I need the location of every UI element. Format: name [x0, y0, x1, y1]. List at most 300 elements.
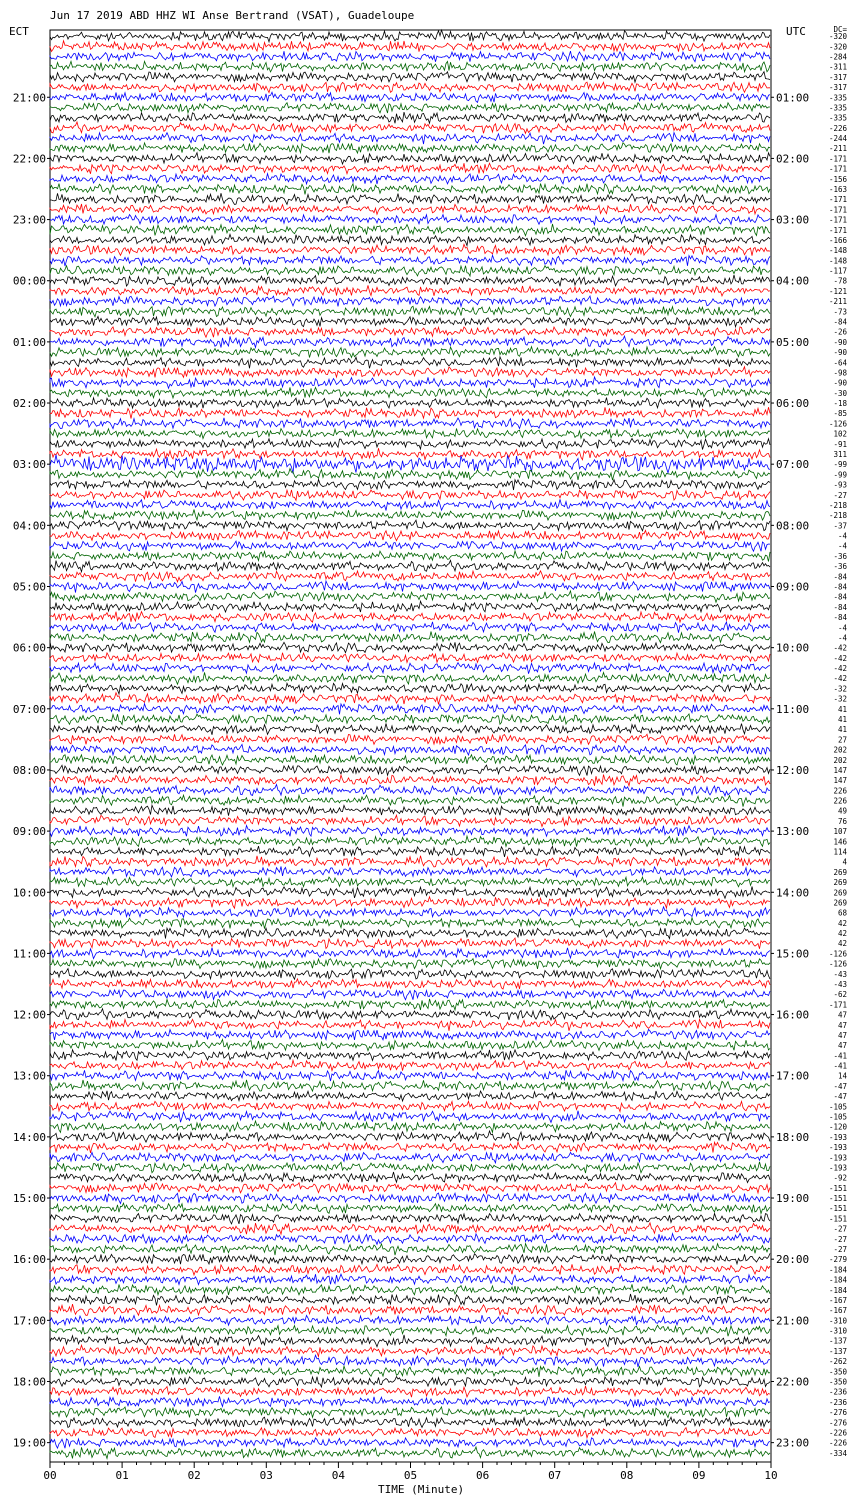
- seismic-trace: [50, 1407, 770, 1418]
- trace-offset-label: -335: [828, 103, 847, 113]
- trace-offset-label: 14: [837, 1071, 847, 1081]
- right-hour-label: 10:00: [776, 641, 810, 655]
- left-hour-label: 12:00: [12, 1008, 46, 1022]
- trace-offset-label: -171: [828, 225, 847, 235]
- seismic-trace: [50, 1366, 770, 1377]
- trace-offset-label: -171: [828, 154, 847, 164]
- seismic-trace: [50, 724, 770, 735]
- right-hour-label: 21:00: [776, 1314, 810, 1328]
- x-tick-label: 07: [548, 1469, 562, 1482]
- seismic-trace: [50, 336, 770, 347]
- x-tick-label: 01: [115, 1469, 129, 1482]
- seismic-trace: [50, 133, 770, 145]
- trace-offset-label: -36: [833, 562, 847, 572]
- x-tick-label: 09: [692, 1469, 706, 1482]
- trace-offset-label: -90: [833, 378, 847, 388]
- trace-offset-label: -317: [828, 83, 847, 93]
- seismic-trace: [50, 398, 770, 409]
- seismic-trace: [50, 1214, 770, 1224]
- seismic-trace: [50, 306, 770, 317]
- trace-offset-label: 202: [833, 745, 847, 755]
- right-hour-label: 17:00: [776, 1069, 810, 1083]
- trace-offset-label: -126: [828, 419, 847, 429]
- trace-offset-label: 102: [833, 429, 847, 439]
- trace-offset-label: -64: [833, 358, 847, 368]
- trace-offset-label: -137: [828, 1346, 847, 1356]
- trace-offset-label: -171: [828, 205, 847, 215]
- left-hour-label: 18:00: [12, 1375, 46, 1389]
- right-hour-label: 01:00: [776, 91, 810, 105]
- trace-offset-label: 269: [833, 898, 847, 908]
- seismic-trace: [50, 1274, 770, 1285]
- trace-offset-label: -244: [828, 134, 847, 143]
- trace-offset-label: -4: [837, 541, 847, 551]
- trace-offset-label: 146: [833, 837, 847, 847]
- seismic-trace: [50, 918, 770, 929]
- trace-offset-label: 269: [833, 888, 847, 898]
- seismic-trace: [50, 928, 770, 939]
- trace-offset-label: -84: [833, 582, 847, 592]
- trace-offset-label: -41: [833, 1051, 847, 1061]
- trace-offset-label: 41: [837, 725, 847, 735]
- trace-offset-label: -262: [828, 1357, 847, 1367]
- seismic-trace: [50, 1203, 770, 1213]
- trace-offset-label: -279: [828, 1255, 847, 1265]
- trace-offset-label: -311: [828, 62, 847, 72]
- trace-offset-label: 41: [837, 704, 847, 714]
- trace-offset-label: 311: [833, 450, 847, 459]
- trace-offset-label: -84: [833, 613, 847, 623]
- right-hour-label: 14:00: [776, 886, 810, 900]
- trace-offset-label: -193: [828, 1132, 847, 1142]
- right-hour-label: 09:00: [776, 580, 810, 594]
- trace-offset-label: 226: [833, 786, 847, 796]
- seismic-trace: [50, 1428, 770, 1438]
- trace-offset-label: -32: [833, 694, 847, 704]
- left-hour-label: 15:00: [12, 1192, 46, 1206]
- trace-offset-label: 147: [833, 776, 847, 786]
- seismic-trace: [50, 1009, 770, 1020]
- seismic-trace: [50, 1131, 770, 1142]
- trace-offset-label: -42: [833, 674, 847, 684]
- left-hour-label: 06:00: [12, 641, 46, 655]
- left-hour-label: 08:00: [12, 763, 46, 777]
- trace-offset-label: -350: [828, 1367, 847, 1377]
- trace-offset-label: -184: [828, 1265, 847, 1275]
- left-hour-label: 05:00: [12, 580, 46, 594]
- right-hour-label: 12:00: [776, 763, 810, 777]
- trace-offset-label: -335: [828, 113, 847, 123]
- seismic-trace: [50, 1183, 770, 1194]
- seismic-trace: [50, 1325, 770, 1336]
- trace-offset-label: -236: [828, 1397, 847, 1407]
- trace-offset-label: 42: [837, 918, 847, 928]
- left-hour-label: 02:00: [12, 397, 46, 411]
- seismic-trace: [50, 1039, 770, 1050]
- seismic-trace: [50, 775, 770, 786]
- seismic-trace: [50, 856, 770, 867]
- seismic-trace: [50, 581, 770, 593]
- x-tick-label: 00: [43, 1469, 57, 1482]
- trace-offset-label: -148: [828, 256, 847, 266]
- seismic-trace: [50, 499, 770, 510]
- seismic-trace: [50, 1417, 770, 1427]
- seismic-trace: [50, 612, 770, 623]
- trace-offset-label: -121: [828, 286, 847, 296]
- right-hour-label: 05:00: [776, 335, 810, 349]
- seismic-trace: [50, 275, 770, 286]
- right-hour-label: 15:00: [776, 947, 810, 961]
- left-hour-label: 21:00: [12, 91, 46, 105]
- seismic-trace: [50, 846, 770, 857]
- trace-offset-label: -317: [828, 72, 847, 82]
- trace-offset-label: -148: [828, 246, 847, 256]
- seismic-trace: [50, 1111, 770, 1123]
- right-hour-label: 20:00: [776, 1253, 810, 1267]
- seismic-trace: [50, 418, 770, 429]
- seismic-trace: [50, 266, 770, 276]
- seismic-trace: [50, 622, 770, 633]
- seismic-trace: [50, 1253, 770, 1264]
- trace-offset-label: -84: [833, 572, 847, 582]
- seismic-trace: [50, 296, 770, 306]
- seismic-trace: [50, 907, 770, 918]
- seismic-trace: [50, 327, 770, 337]
- seismic-trace: [50, 387, 770, 398]
- seismic-trace: [50, 1315, 770, 1325]
- seismic-trace: [50, 193, 770, 204]
- trace-offset-label: -126: [828, 949, 847, 959]
- seismic-trace: [50, 163, 770, 174]
- seismic-trace: [50, 30, 770, 42]
- left-hour-label: 23:00: [12, 213, 46, 227]
- trace-offset-label: 47: [837, 1041, 847, 1051]
- seismic-trace: [50, 112, 770, 123]
- seismic-trace: [50, 938, 770, 949]
- x-tick-label: 03: [259, 1469, 273, 1482]
- trace-offset-label: -42: [833, 643, 847, 653]
- trace-offset-label: -62: [833, 990, 847, 1000]
- seismic-trace: [50, 765, 770, 775]
- trace-offset-label: -193: [828, 1143, 847, 1153]
- seismic-trace: [50, 1264, 770, 1275]
- trace-offset-label: -105: [828, 1112, 847, 1122]
- seismic-trace: [50, 357, 770, 368]
- seismic-trace: [50, 438, 770, 449]
- right-hour-label: 18:00: [776, 1130, 810, 1144]
- trace-offset-label: -320: [828, 32, 847, 42]
- seismic-trace: [50, 1447, 770, 1459]
- trace-offset-label: 269: [833, 867, 847, 877]
- trace-offset-label: -18: [833, 399, 847, 408]
- trace-offset-label: -92: [833, 1173, 847, 1183]
- chart-title: Jun 17 2019 ABD HHZ WI Anse Bertrand (VSAT), Guadeloupe: [50, 9, 415, 22]
- trace-offset-label: -26: [833, 327, 847, 337]
- trace-offset-label: -350: [828, 1377, 847, 1387]
- seismic-trace: [50, 999, 770, 1010]
- trace-offset-label: -73: [833, 307, 847, 317]
- trace-offset-label: -27: [833, 490, 847, 500]
- seismic-trace: [50, 551, 770, 562]
- seismic-trace: [50, 82, 770, 92]
- trace-offset-label: 47: [837, 1010, 847, 1020]
- seismic-trace: [50, 215, 770, 225]
- seismic-trace: [50, 1345, 770, 1356]
- trace-offset-label: -91: [833, 439, 847, 449]
- trace-offset-label: -334: [828, 1448, 847, 1458]
- seismic-trace: [50, 122, 770, 133]
- right-hour-label: 06:00: [776, 397, 810, 411]
- seismic-trace: [50, 1396, 770, 1407]
- seismic-trace: [50, 672, 770, 684]
- seismic-trace: [50, 184, 770, 195]
- seismic-trace: [50, 744, 770, 755]
- right-hour-label: 03:00: [776, 213, 810, 227]
- x-tick-label: 08: [620, 1469, 634, 1482]
- left-hour-label: 01:00: [12, 335, 46, 349]
- seismic-trace: [50, 642, 770, 653]
- seismic-trace: [50, 469, 770, 481]
- left-hour-label: 16:00: [12, 1253, 46, 1267]
- trace-offset-label: 226: [833, 796, 847, 806]
- seismic-trace: [50, 1152, 770, 1162]
- seismic-trace: [50, 61, 770, 72]
- seismic-trace: [50, 285, 770, 296]
- trace-offset-label: -47: [833, 1092, 847, 1102]
- seismic-trace: [50, 1162, 770, 1173]
- left-hour-label: 00:00: [12, 274, 46, 288]
- left-hour-labels: [13, 91, 50, 1449]
- trace-offset-label: -211: [828, 297, 847, 307]
- seismic-trace: [50, 714, 770, 725]
- trace-offset-label: -151: [828, 1194, 847, 1203]
- seismic-trace: [50, 510, 770, 521]
- seismic-trace: [50, 51, 770, 62]
- seismic-trace: [50, 1019, 770, 1030]
- trace-offset-label: -137: [828, 1336, 847, 1346]
- trace-offset-label: -156: [828, 174, 847, 184]
- trace-offset-label: 147: [833, 766, 847, 775]
- trace-offset-label: -32: [833, 684, 847, 694]
- seismic-trace: [50, 520, 770, 531]
- seismic-trace: [50, 244, 770, 255]
- seismic-trace: [50, 867, 770, 877]
- left-hour-label: 09:00: [12, 825, 46, 839]
- trace-offset-label: -171: [828, 195, 847, 205]
- trace-offset-label: -151: [828, 1183, 847, 1193]
- trace-offset-label: -284: [828, 52, 847, 62]
- seismic-trace: [50, 429, 770, 439]
- right-hour-label: 13:00: [776, 825, 810, 839]
- trace-offset-label: 107: [833, 827, 847, 837]
- seismic-trace: [50, 347, 770, 358]
- seismic-trace: [50, 541, 770, 551]
- trace-offset-label: -120: [828, 1122, 847, 1132]
- seismic-trace: [50, 72, 770, 83]
- seismic-trace: [50, 704, 770, 715]
- x-axis: [43, 1462, 777, 1482]
- seismic-trace: [50, 377, 770, 388]
- trace-offset-label: -84: [833, 602, 847, 612]
- trace-offset-label: -218: [828, 501, 847, 510]
- seismic-trace: [50, 1223, 770, 1234]
- seismic-trace: [50, 1050, 770, 1061]
- seismic-trace: [50, 560, 770, 572]
- trace-offset-label: -43: [833, 969, 847, 979]
- seismic-trace: [50, 1193, 770, 1204]
- seismic-trace: [50, 693, 770, 705]
- left-axis-label: ECT: [9, 25, 29, 38]
- right-hour-label: 19:00: [776, 1192, 810, 1206]
- trace-offset-label: -99: [833, 460, 847, 470]
- seismic-trace: [50, 204, 770, 214]
- seismic-trace: [50, 785, 770, 796]
- trace-offset-label: -37: [833, 521, 847, 531]
- x-tick-label: 10: [764, 1469, 778, 1482]
- seismic-trace: [50, 143, 770, 154]
- left-hour-label: 14:00: [12, 1130, 46, 1144]
- seismic-trace: [50, 897, 770, 908]
- trace-offset-label: 202: [833, 755, 847, 765]
- seismic-trace: [50, 663, 770, 674]
- seismic-trace: [50, 1172, 770, 1183]
- seismic-trace: [50, 92, 770, 102]
- trace-offset-label: -236: [828, 1387, 847, 1397]
- trace-offset-label: -84: [833, 317, 847, 327]
- seismic-trace: [50, 948, 770, 959]
- left-hour-label: 10:00: [12, 886, 46, 900]
- seismic-trace: [50, 1355, 770, 1367]
- trace-offset-label: 114: [833, 847, 847, 857]
- seismic-trace: [50, 153, 770, 164]
- seismic-trace: [50, 1101, 770, 1111]
- trace-offset-label: -335: [828, 93, 847, 103]
- trace-offset-label: DC=: [833, 25, 847, 34]
- trace-offset-label: -98: [833, 368, 847, 378]
- left-hour-label: 07:00: [12, 702, 46, 716]
- trace-offset-label: 49: [837, 806, 847, 816]
- left-hour-label: 19:00: [12, 1436, 46, 1450]
- seismic-trace: [50, 490, 770, 500]
- trace-offset-label: -276: [828, 1418, 847, 1428]
- right-hour-label: 23:00: [776, 1436, 810, 1450]
- trace-offset-label: 27: [837, 735, 847, 745]
- seismic-trace: [50, 407, 770, 418]
- right-axis-label: UTC: [786, 25, 806, 38]
- seismic-trace: [50, 480, 770, 491]
- left-hour-label: 13:00: [12, 1069, 46, 1083]
- trace-offset-label: -151: [828, 1214, 847, 1224]
- trace-offset-label: -30: [833, 388, 847, 398]
- trace-offset-label: -42: [833, 653, 847, 663]
- seismic-trace: [50, 1091, 770, 1101]
- x-axis-label: TIME (Minute): [378, 1483, 465, 1496]
- seismic-trace: [50, 1233, 770, 1244]
- trace-offset-label: -99: [833, 470, 847, 480]
- trace-offset-label: -226: [828, 123, 847, 133]
- trace-offset-label: -151: [828, 1204, 847, 1214]
- trace-offset-label: 76: [837, 816, 847, 826]
- seismic-trace: [50, 826, 770, 837]
- seismic-trace: [50, 805, 770, 815]
- seismic-trace: [50, 969, 770, 980]
- x-tick-label: 02: [187, 1469, 201, 1482]
- seismic-trace: [50, 959, 770, 969]
- seismic-trace: [50, 683, 770, 694]
- trace-offset-label: 42: [837, 929, 847, 938]
- seismic-trace: [50, 877, 770, 887]
- trace-offset-label: -184: [828, 1275, 847, 1285]
- trace-offset-label: -27: [833, 1224, 847, 1234]
- seismic-trace: [50, 1335, 770, 1347]
- trace-offset-label: -90: [833, 337, 847, 347]
- seismic-trace: [50, 316, 770, 326]
- left-hour-label: 03:00: [12, 458, 46, 472]
- seismic-trace: [50, 1142, 770, 1153]
- seismic-trace: [50, 734, 770, 744]
- seismic-trace: [50, 815, 770, 826]
- seismic-trace: [50, 255, 770, 266]
- seismic-trace: [50, 653, 770, 663]
- seismic-trace: [50, 234, 770, 245]
- seismic-trace: [50, 224, 770, 236]
- x-tick-label: 06: [475, 1469, 490, 1482]
- trace-offset-label: -226: [828, 1428, 847, 1438]
- seismic-trace: [50, 979, 770, 989]
- trace-offset-label: -211: [828, 144, 847, 154]
- trace-offset-label: -4: [837, 623, 847, 633]
- trace-offset-label: -193: [828, 1153, 847, 1163]
- seismic-trace: [50, 887, 770, 899]
- x-tick-label: 04: [331, 1469, 346, 1482]
- trace-offset-label: -42: [833, 664, 847, 673]
- trace-offset-label: -4: [837, 531, 847, 541]
- trace-offset-label: -78: [833, 276, 847, 286]
- trace-offset-label: -184: [828, 1285, 847, 1295]
- trace-offset-label: -171: [828, 215, 847, 225]
- right-hour-label: 08:00: [776, 519, 810, 533]
- trace-offset-label: -47: [833, 1081, 847, 1091]
- seismic-trace: [50, 1070, 770, 1081]
- seismic-trace: [50, 836, 770, 846]
- trace-offset-label: -167: [828, 1295, 847, 1305]
- seismic-trace: [50, 632, 770, 643]
- seismic-trace: [50, 989, 770, 999]
- right-hour-label: 16:00: [776, 1008, 810, 1022]
- trace-offset-label: 47: [837, 1020, 847, 1030]
- trace-offset-label: 41: [837, 715, 847, 724]
- seismic-trace: [50, 1060, 770, 1070]
- trace-offset-label: -41: [833, 1061, 847, 1071]
- seismic-trace: [50, 1284, 770, 1295]
- seismic-trace: [50, 367, 770, 378]
- trace-offset-label: -310: [828, 1316, 847, 1326]
- seismic-trace: [50, 1029, 770, 1040]
- trace-offset-label: -163: [828, 185, 847, 194]
- seismic-trace: [50, 1080, 770, 1091]
- traces: [50, 30, 770, 1458]
- trace-offset-label: -320: [828, 42, 847, 52]
- trace-offset-label: -166: [828, 236, 847, 245]
- trace-offset-label: -117: [828, 266, 847, 276]
- trace-offset-label: 68: [837, 908, 847, 918]
- trace-offset-label: 47: [837, 1030, 847, 1040]
- trace-offset-label: -27: [833, 1245, 847, 1254]
- trace-offset-label: -218: [828, 511, 847, 521]
- right-hour-label: 11:00: [776, 702, 810, 716]
- trace-offset-labels: [829, 25, 848, 1458]
- trace-offset-label: -4: [837, 633, 847, 643]
